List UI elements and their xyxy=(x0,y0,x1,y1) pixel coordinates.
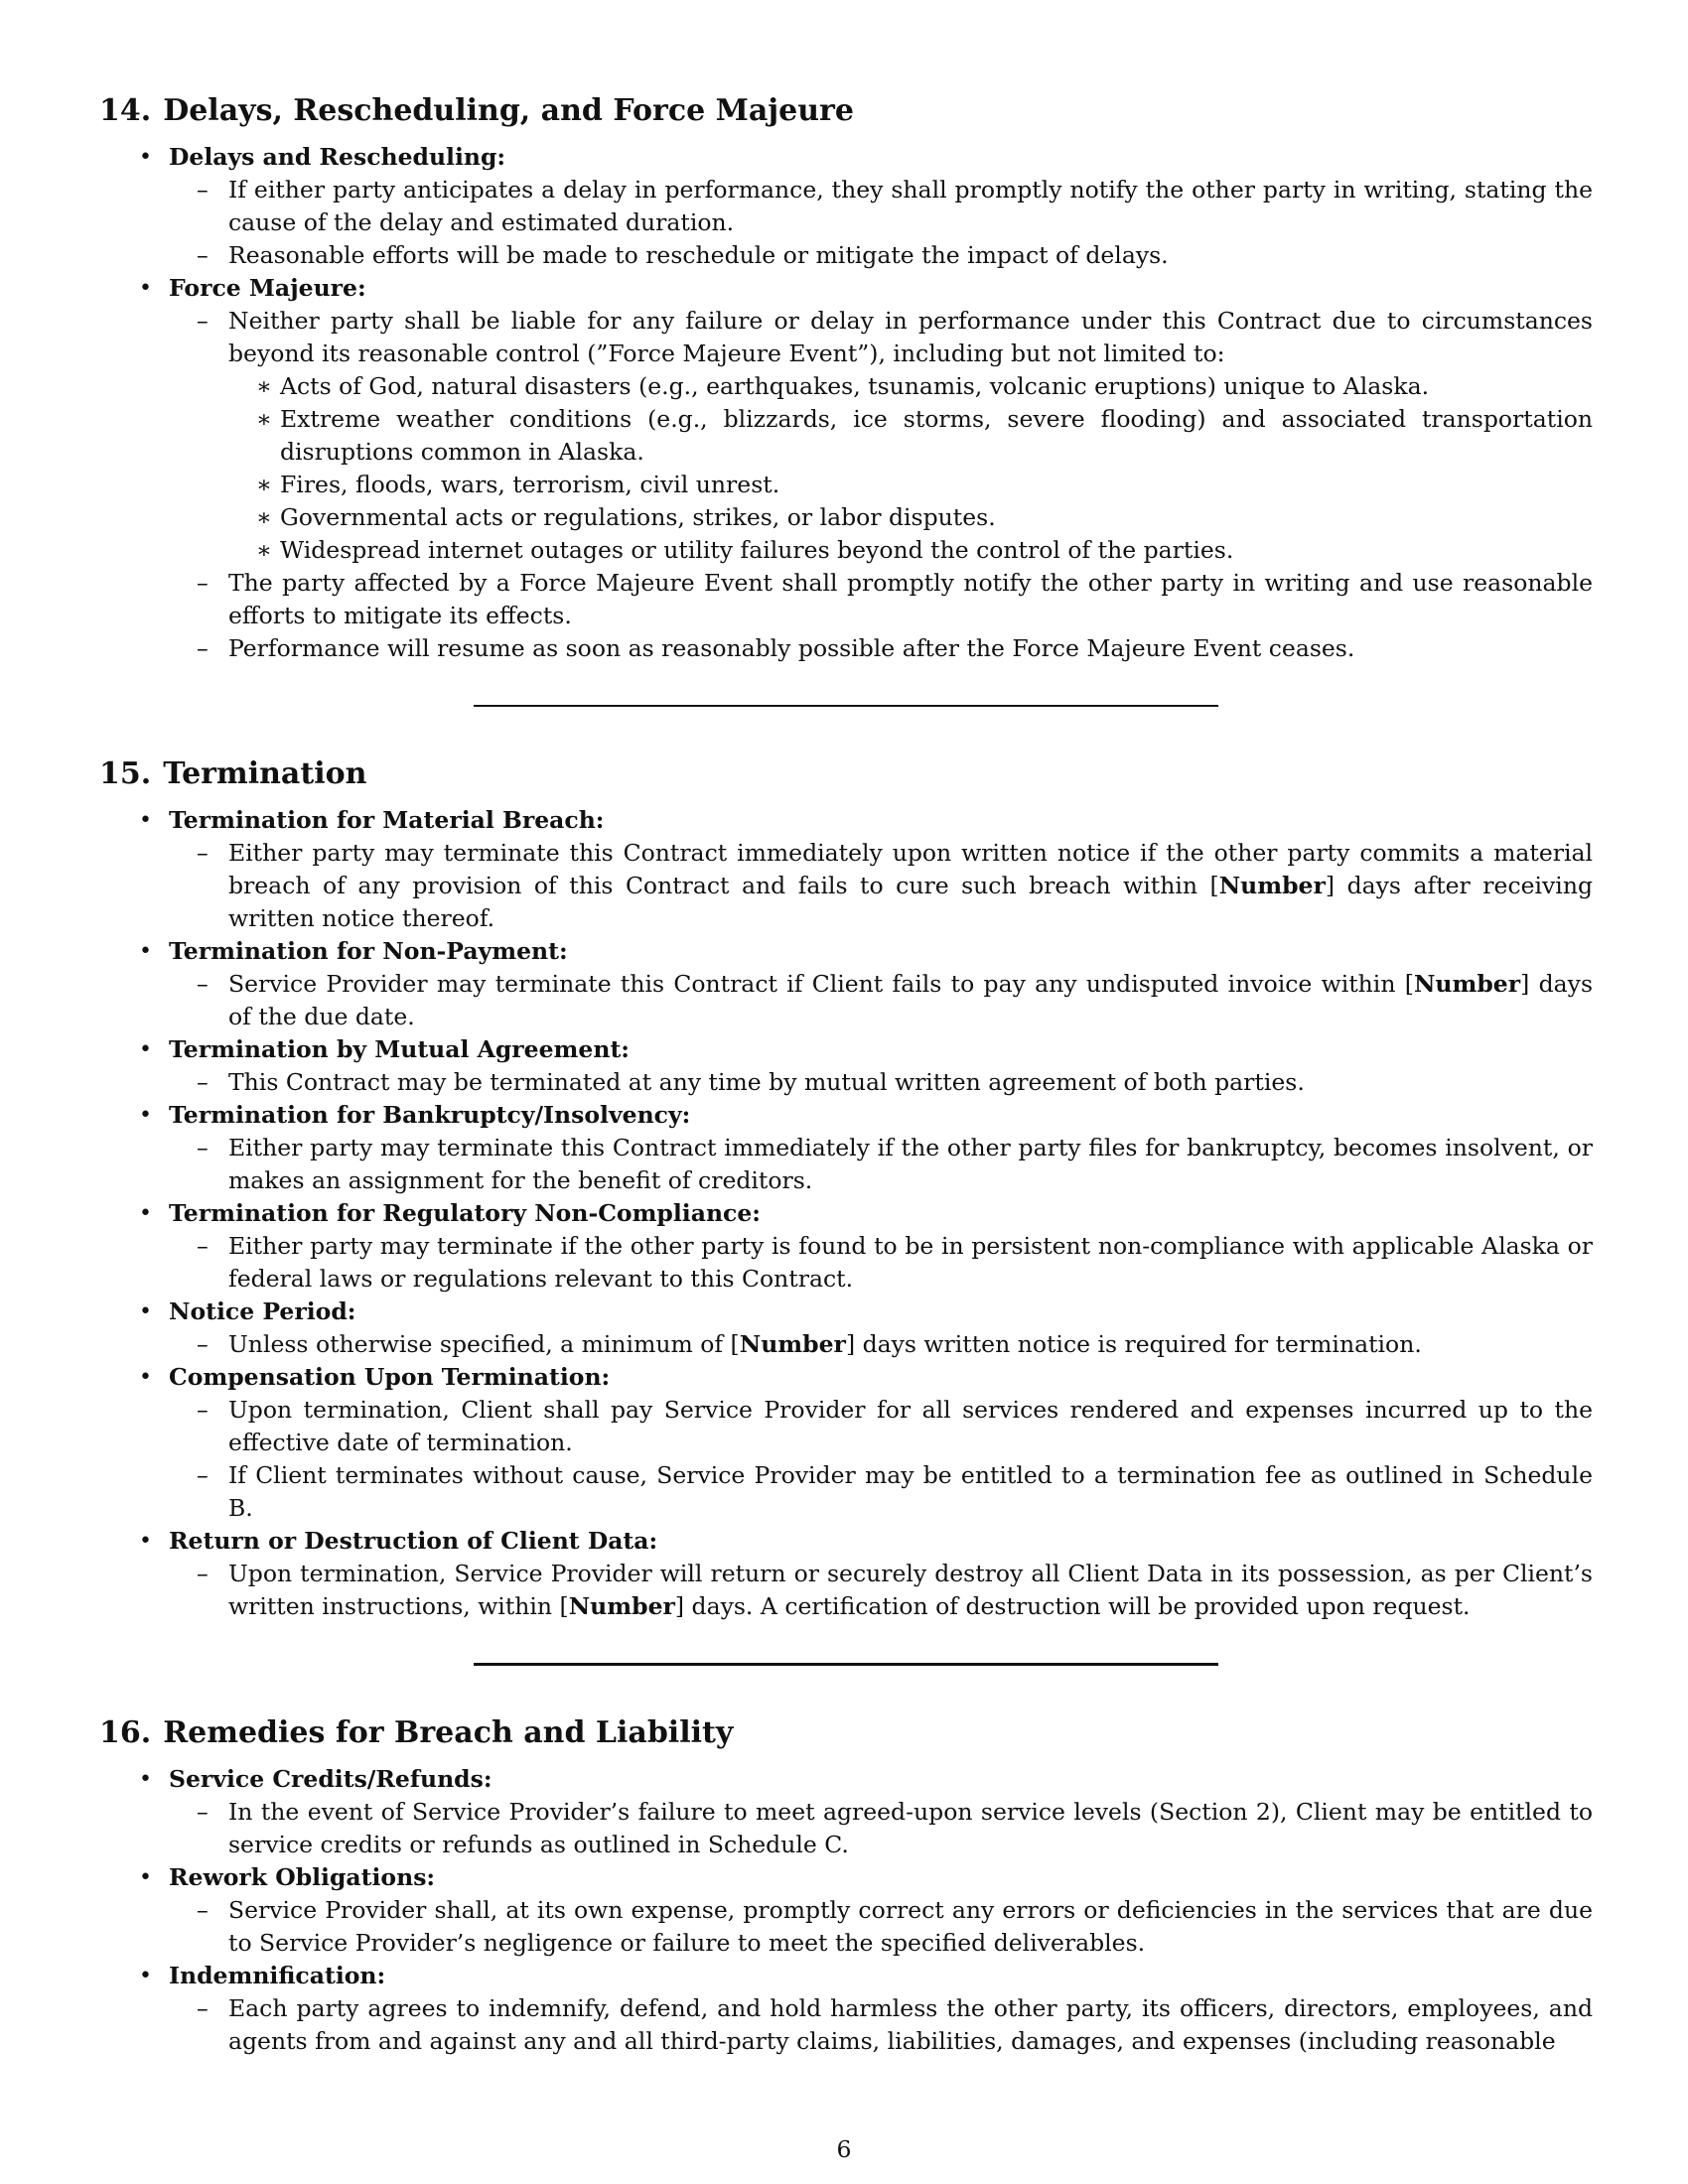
list-item xyxy=(169,1459,1593,1525)
dash-icon: – xyxy=(197,241,209,269)
section-heading xyxy=(99,754,1593,794)
asterisk-icon: ∗ xyxy=(256,372,272,400)
bullet-icon: • xyxy=(139,145,152,170)
placeholder-number: Number xyxy=(1413,970,1521,998)
section-16 xyxy=(99,1713,1593,2058)
item-text: The party affected by a Force Majeure Event shall promptly notify the other party in writing and use reasonable efforts to mitigate its effects. xyxy=(228,569,1593,629)
section-divider xyxy=(474,705,1218,707)
list-item xyxy=(169,1894,1593,1960)
dash-icon: – xyxy=(197,634,209,662)
list-item xyxy=(228,403,1593,469)
section-divider xyxy=(474,1663,1218,1666)
list-item xyxy=(169,567,1593,632)
dash-icon: – xyxy=(197,839,209,867)
item-heading: Delays and Rescheduling: xyxy=(169,143,506,171)
section-14 xyxy=(99,91,1593,665)
list-item xyxy=(169,632,1593,665)
item-text: Service Provider may terminate this Contract if Client fails to pay any undisputed invoice within [ xyxy=(228,970,1414,998)
list-item xyxy=(99,141,1593,272)
list-item xyxy=(169,1992,1593,2058)
item-text: Either party may terminate if the other party is found to be in persistent non-compliance with applicable Alaska or federal laws or regulations relevant to this Contract. xyxy=(228,1232,1593,1293)
list-item xyxy=(169,1132,1593,1197)
section-heading xyxy=(99,91,1593,131)
list-item xyxy=(169,837,1593,935)
section-number: 15. xyxy=(99,756,152,791)
item-text: Upon termination, Client shall pay Service Provider for all services rendered and expenses incurred up to the effective date of termination. xyxy=(228,1396,1593,1456)
item-text: ] days after receiving written notice thereof. xyxy=(228,872,1593,932)
list-item xyxy=(99,1525,1593,1623)
list-item xyxy=(99,1197,1593,1296)
item-text: Extreme weather conditions (e.g., blizzards, ice storms, severe flooding) and associated transportation disruptions common in Alaska. xyxy=(280,405,1593,466)
section-heading xyxy=(99,1713,1593,1753)
item-text: ] days of the due date. xyxy=(228,970,1593,1030)
item-text: Reasonable efforts will be made to reschedule or mitigate the impact of delays. xyxy=(228,241,1169,269)
dash-icon: – xyxy=(197,569,209,597)
item-heading: Rework Obligations: xyxy=(169,1863,436,1891)
dash-icon: – xyxy=(197,176,209,204)
list-item xyxy=(169,174,1593,239)
dash-icon: – xyxy=(197,1134,209,1161)
dash-icon: – xyxy=(197,1798,209,1826)
item-heading: Compensation Upon Termination: xyxy=(169,1363,611,1391)
asterisk-icon: ∗ xyxy=(256,471,272,498)
list-item xyxy=(99,1763,1593,1861)
bullet-icon: • xyxy=(139,1964,152,1988)
dash-icon: – xyxy=(197,1232,209,1260)
document-page xyxy=(99,91,1593,2058)
list-item xyxy=(99,1361,1593,1525)
bullet-icon: • xyxy=(139,1865,152,1890)
list-item xyxy=(99,272,1593,665)
item-text: In the event of Service Provider’s failure to meet agreed-upon service levels (Section 2), Client may be entitled to service credits or refunds as outlined in Schedule C. xyxy=(228,1798,1593,1858)
item-text: Widespread internet outages or utility failures beyond the control of the parties. xyxy=(280,536,1234,564)
item-text: If Client terminates without cause, Service Provider may be entitled to a termination fee as outlined in Schedule B. xyxy=(228,1461,1593,1522)
list-item xyxy=(228,501,1593,534)
item-text: Upon termination, Service Provider will return or securely destroy all Client Data in its possession, as per Client’s written instructions, within [ xyxy=(228,1560,1593,1620)
item-text: Fires, floods, wars, terrorism, civil unrest. xyxy=(280,471,780,498)
list-item xyxy=(169,1796,1593,1861)
item-text: Acts of God, natural disasters (e.g., earthquakes, tsunamis, volcanic eruptions) unique to Alaska. xyxy=(280,372,1430,400)
item-text: Neither party shall be liable for any failure or delay in performance under this Contract due to circumstances beyond its reasonable control (”Force Majeure Event”), including but not limited to: xyxy=(228,307,1593,367)
bullet-icon: • xyxy=(139,1201,152,1226)
section-list xyxy=(99,141,1593,665)
item-heading: Termination for Non-Payment: xyxy=(169,937,568,965)
dash-icon: – xyxy=(197,1994,209,2022)
dash-icon: – xyxy=(197,307,209,335)
list-item xyxy=(169,1066,1593,1099)
page-number: 6 xyxy=(836,2135,852,2163)
list-item xyxy=(99,935,1593,1033)
list-item xyxy=(99,1099,1593,1197)
item-heading: Force Majeure: xyxy=(169,274,366,302)
dash-icon: – xyxy=(197,1896,209,1924)
item-text: ] days. A certification of destruction will be provided upon request. xyxy=(674,1592,1471,1620)
list-item xyxy=(169,1394,1593,1459)
placeholder-number: Number xyxy=(568,1592,675,1620)
list-item xyxy=(99,1861,1593,1960)
asterisk-icon: ∗ xyxy=(256,503,272,531)
bullet-icon: • xyxy=(139,276,152,301)
dash-icon: – xyxy=(197,1396,209,1424)
list-item xyxy=(228,534,1593,567)
list-item xyxy=(228,370,1593,403)
section-15 xyxy=(99,754,1593,1623)
section-list xyxy=(99,1763,1593,2058)
item-heading: Service Credits/Refunds: xyxy=(169,1765,492,1793)
item-heading: Indemnification: xyxy=(169,1962,386,1989)
list-item xyxy=(169,1558,1593,1623)
asterisk-icon: ∗ xyxy=(256,405,272,433)
dash-icon: – xyxy=(197,1461,209,1489)
dash-icon: – xyxy=(197,1560,209,1587)
bullet-icon: • xyxy=(139,1103,152,1128)
bullet-icon: • xyxy=(139,1299,152,1324)
bullet-icon: • xyxy=(139,1365,152,1390)
section-title: Termination xyxy=(163,756,367,791)
bullet-icon: • xyxy=(139,1037,152,1062)
dash-icon: – xyxy=(197,970,209,998)
item-heading: Notice Period: xyxy=(169,1297,356,1325)
section-title: Delays, Rescheduling, and Force Majeure xyxy=(163,93,854,128)
item-heading: Return or Destruction of Client Data: xyxy=(169,1527,658,1555)
section-title: Remedies for Breach and Liability xyxy=(163,1715,734,1750)
item-text: Unless otherwise specified, a minimum of [ xyxy=(228,1330,740,1358)
list-item xyxy=(99,1960,1593,2058)
section-number: 14. xyxy=(99,93,152,128)
item-text: This Contract may be terminated at any time by mutual written agreement of both parties. xyxy=(228,1068,1305,1096)
item-text: Performance will resume as soon as reasonably possible after the Force Majeure Event ceases. xyxy=(228,634,1355,662)
dash-icon: – xyxy=(197,1330,209,1358)
placeholder-number: Number xyxy=(739,1330,846,1358)
list-item xyxy=(169,1328,1593,1361)
list-item xyxy=(169,968,1593,1033)
item-text: If either party anticipates a delay in performance, they shall promptly notify the other party in writing, stating the cause of the delay and estimated duration. xyxy=(228,176,1593,236)
item-text: Governmental acts or regulations, strikes, or labor disputes. xyxy=(280,503,996,531)
list-item xyxy=(169,305,1593,567)
list-item xyxy=(99,1033,1593,1099)
list-item xyxy=(99,804,1593,935)
dash-icon: – xyxy=(197,1068,209,1096)
item-heading: Termination by Mutual Agreement: xyxy=(169,1035,630,1063)
item-text: ] days written notice is required for termination. xyxy=(845,1330,1422,1358)
list-item xyxy=(169,239,1593,272)
item-text: Either party may terminate this Contract immediately if the other party files for bankruptcy, becomes insolvent, or makes an assignment for the benefit of creditors. xyxy=(228,1134,1593,1194)
bullet-icon: • xyxy=(139,808,152,833)
bullet-icon: • xyxy=(139,939,152,964)
bullet-icon: • xyxy=(139,1767,152,1792)
list-item xyxy=(169,1230,1593,1296)
item-text: Service Provider shall, at its own expense, promptly correct any errors or deficiencies in the services that are due to Service Provider’s negligence or failure to meet the specified deliverables. xyxy=(228,1896,1593,1957)
item-text: Either party may terminate this Contract immediately upon written notice if the other party commits a material breach of any provision of this Contract and fails to cure such breach within [ xyxy=(228,839,1593,899)
asterisk-icon: ∗ xyxy=(256,536,272,564)
item-heading: Termination for Material Breach: xyxy=(169,806,605,834)
list-item xyxy=(228,469,1593,501)
list-item xyxy=(99,1296,1593,1361)
section-number: 16. xyxy=(99,1715,152,1750)
item-heading: Termination for Bankruptcy/Insolvency: xyxy=(169,1101,691,1129)
item-heading: Termination for Regulatory Non-Compliance: xyxy=(169,1199,761,1227)
item-text: Each party agrees to indemnify, defend, and hold harmless the other party, its officers, directors, employees, and agents from and against any and all third-party claims, liabilities, damages, and expenses (including reasonable xyxy=(228,1994,1593,2055)
bullet-icon: • xyxy=(139,1529,152,1554)
section-list xyxy=(99,804,1593,1623)
placeholder-number: Number xyxy=(1218,872,1326,899)
